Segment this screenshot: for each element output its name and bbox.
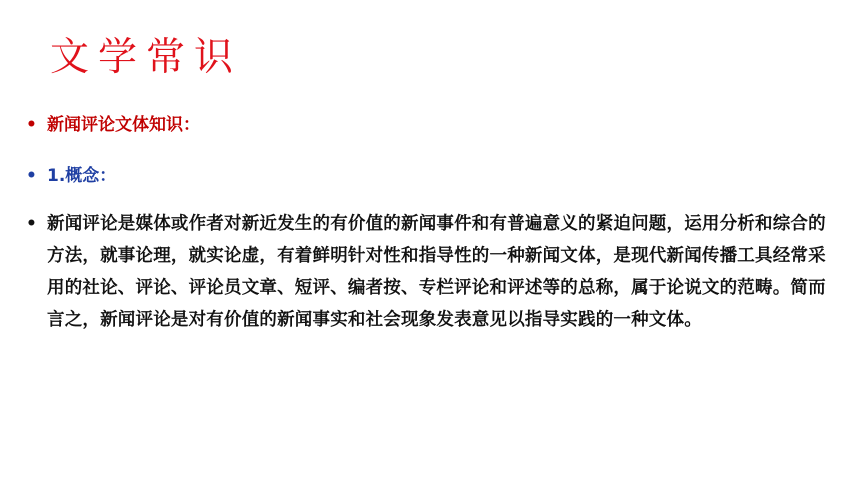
bullet-dot-icon: • (26, 166, 37, 186)
bullet-item-definition (26, 208, 841, 336)
bullet-text-definition: 新闻评论是媒体或作者对新近发生的有价值的新闻事件和有普遍意义的紧迫问题，运用分析和综合的方法，就事论理，就实论虚，有着鲜明针对性和指导性的一种新闻文体，是现代新闻传播工具经常采用的社论、评论、评论员文章、短评、编者按、专栏评论和评述等的总称，属于论说文的范畴。简而言之，新闻评论是对有价值的新闻事实和社会现象发表意见以指导实践的一种文体。 (47, 214, 826, 330)
bullet-dot-icon: • (26, 214, 38, 234)
bullet-item-concept (26, 165, 841, 188)
bullet-dot-icon: • (26, 115, 37, 135)
bullet-text-topic: 新闻评论文体知识： (47, 115, 200, 135)
bullet-item-topic (26, 114, 841, 137)
bullet-list (26, 114, 841, 336)
slide-title: 文学常识 (50, 35, 243, 80)
bullet-text-concept: 1.概念： (47, 166, 117, 186)
